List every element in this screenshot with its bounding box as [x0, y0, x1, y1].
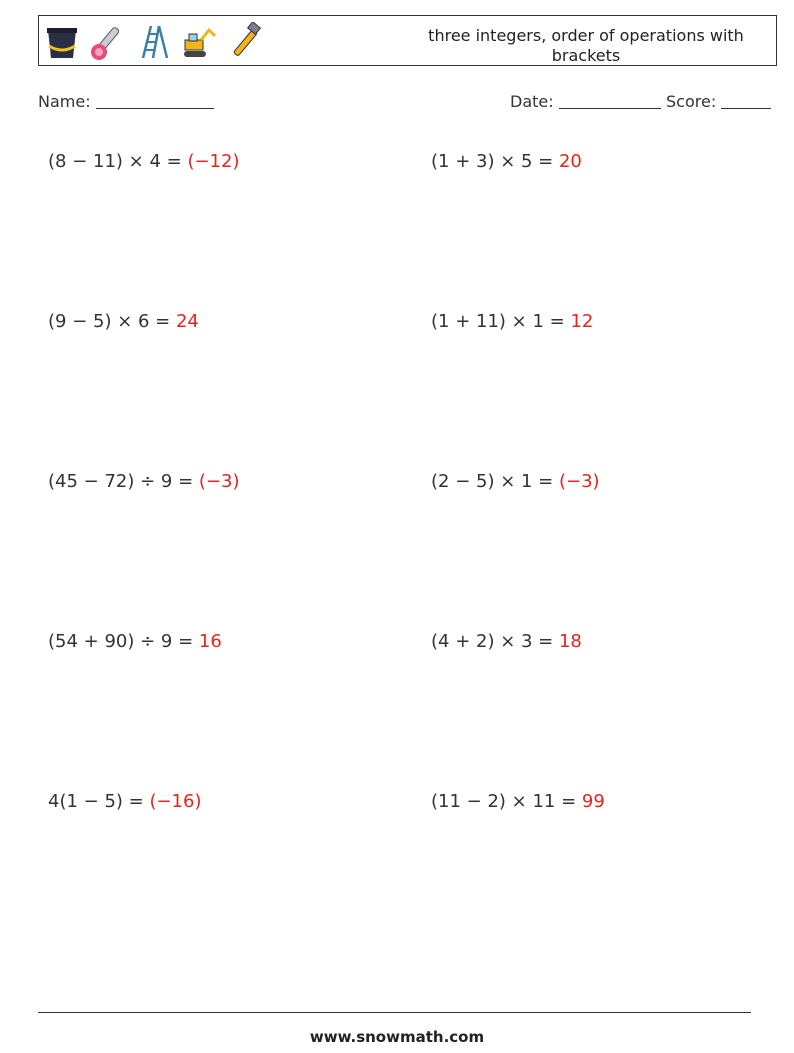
problem-answer: (−3) — [198, 471, 240, 492]
problem-4 — [431, 311, 593, 332]
score-field — [666, 92, 771, 111]
problem-expression: (45 − 72) ÷ 9 = — [48, 471, 199, 492]
score-line[interactable] — [721, 92, 771, 109]
problem-answer: 16 — [198, 631, 222, 652]
problem-3 — [48, 311, 199, 332]
pipe-wrench-icon — [227, 22, 265, 62]
problem-expression: (54 + 90) ÷ 9 = — [48, 631, 199, 652]
problem-expression: 4(1 − 5) = — [48, 791, 150, 812]
problem-5 — [48, 471, 239, 492]
problem-6 — [431, 471, 600, 492]
footer-url[interactable]: www.snowmath.com — [309, 1028, 485, 1046]
problem-expression: (11 − 2) × 11 = — [431, 791, 582, 812]
name-label: Name: — [38, 92, 91, 111]
date-line[interactable] — [559, 92, 661, 109]
problem-2 — [431, 151, 582, 172]
worksheet-title: three integers, order of operations with brackets — [428, 26, 744, 65]
problem-9 — [48, 791, 201, 812]
problem-8 — [431, 631, 582, 652]
icon-strip — [43, 22, 265, 62]
problem-expression: (1 + 11) × 1 = — [431, 311, 571, 332]
name-field — [38, 92, 214, 111]
chainsaw-icon — [89, 22, 127, 62]
excavator-icon — [181, 22, 219, 62]
header-box — [38, 15, 777, 66]
problem-answer: 24 — [175, 311, 199, 332]
date-field — [510, 92, 661, 111]
problem-answer: 18 — [558, 631, 582, 652]
problem-expression: (8 − 11) × 4 = — [48, 151, 188, 172]
problem-1 — [48, 151, 239, 172]
problem-answer: (−12) — [187, 151, 240, 172]
score-label: Score: — [666, 92, 717, 111]
name-line[interactable] — [96, 92, 214, 109]
problem-expression: (1 + 3) × 5 = — [431, 151, 559, 172]
problem-expression: (2 − 5) × 1 = — [431, 471, 559, 492]
ladder-icon — [135, 22, 173, 62]
problem-expression: (4 + 2) × 3 = — [431, 631, 559, 652]
problem-expression: (9 − 5) × 6 = — [48, 311, 176, 332]
problem-10 — [431, 791, 605, 812]
problem-answer: (−16) — [149, 791, 202, 812]
problem-answer: 99 — [581, 791, 605, 812]
problem-answer: 20 — [558, 151, 582, 172]
footer-divider — [38, 1012, 751, 1013]
problem-7 — [48, 631, 222, 652]
problem-answer: (−3) — [558, 471, 600, 492]
problem-answer: 12 — [570, 311, 594, 332]
date-label: Date: — [510, 92, 554, 111]
bucket-icon — [43, 22, 81, 62]
